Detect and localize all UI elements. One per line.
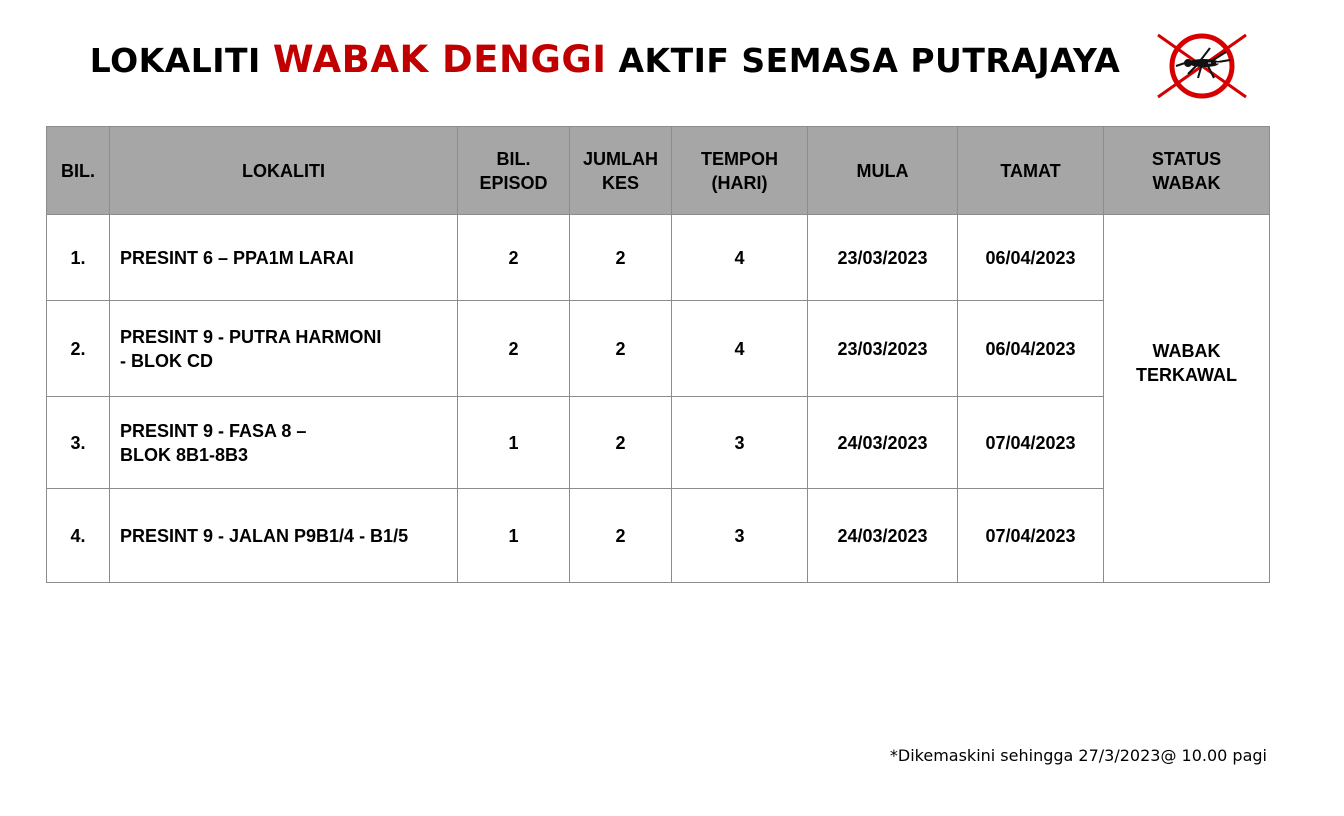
cell-kes: 2 xyxy=(570,215,672,301)
cell-episod: 1 xyxy=(458,489,570,583)
cell-tamat: 07/04/2023 xyxy=(958,397,1104,489)
cell-lokaliti: PRESINT 9 - JALAN P9B1/4 - B1/5 xyxy=(110,489,458,583)
header-status: STATUS WABAK xyxy=(1104,127,1270,215)
cell-bil: 4. xyxy=(47,489,110,583)
title-suffix: AKTIF SEMASA PUTRAJAYA xyxy=(606,41,1121,80)
cell-tempoh: 3 xyxy=(672,397,808,489)
cell-tamat: 07/04/2023 xyxy=(958,489,1104,583)
cell-lokaliti: PRESINT 9 - PUTRA HARMONI - BLOK CD xyxy=(110,301,458,397)
table-row xyxy=(47,397,1270,489)
cell-lokaliti: PRESINT 9 - FASA 8 – BLOK 8B1-8B3 xyxy=(110,397,458,489)
cell-tempoh: 3 xyxy=(672,489,808,583)
cell-bil: 1. xyxy=(47,215,110,301)
header-lokaliti: LOKALITI xyxy=(110,127,458,215)
cell-episod: 2 xyxy=(458,215,570,301)
header-mula: MULA xyxy=(808,127,958,215)
table-row xyxy=(47,215,1270,301)
cell-kes: 2 xyxy=(570,397,672,489)
cell-tamat: 06/04/2023 xyxy=(958,215,1104,301)
update-footnote: *Dikemaskini sehingga 27/3/2023@ 10.00 pagi xyxy=(889,746,1267,765)
page-title xyxy=(0,38,1210,81)
cell-mula: 24/03/2023 xyxy=(808,397,958,489)
cell-tempoh: 4 xyxy=(672,301,808,397)
cell-kes: 2 xyxy=(570,301,672,397)
cell-mula: 23/03/2023 xyxy=(808,301,958,397)
header-tamat: TAMAT xyxy=(958,127,1104,215)
header-episod: BIL. EPISOD xyxy=(458,127,570,215)
title-prefix: LOKALITI xyxy=(89,41,273,80)
status-text: WABAK TERKAWAL xyxy=(1136,340,1237,385)
cell-status-wabak xyxy=(1104,215,1270,583)
cell-mula: 23/03/2023 xyxy=(808,215,958,301)
cell-bil: 3. xyxy=(47,397,110,489)
table-header-row xyxy=(47,127,1270,215)
cell-tempoh: 4 xyxy=(672,215,808,301)
cell-mula: 24/03/2023 xyxy=(808,489,958,583)
no-mosquito-icon xyxy=(1152,30,1252,102)
header-tempoh: TEMPOH (HARI) xyxy=(672,127,808,215)
table-row xyxy=(47,301,1270,397)
outbreak-table xyxy=(46,126,1270,583)
table-row xyxy=(47,489,1270,583)
cell-lokaliti: PRESINT 6 – PPA1M LARAI xyxy=(110,215,458,301)
header-bil: BIL. xyxy=(47,127,110,215)
header-kes: JUMLAH KES xyxy=(570,127,672,215)
cell-tamat: 06/04/2023 xyxy=(958,301,1104,397)
cell-kes: 2 xyxy=(570,489,672,583)
title-highlight: WABAK DENGGI xyxy=(272,38,607,81)
cell-episod: 2 xyxy=(458,301,570,397)
cell-bil: 2. xyxy=(47,301,110,397)
cell-episod: 1 xyxy=(458,397,570,489)
